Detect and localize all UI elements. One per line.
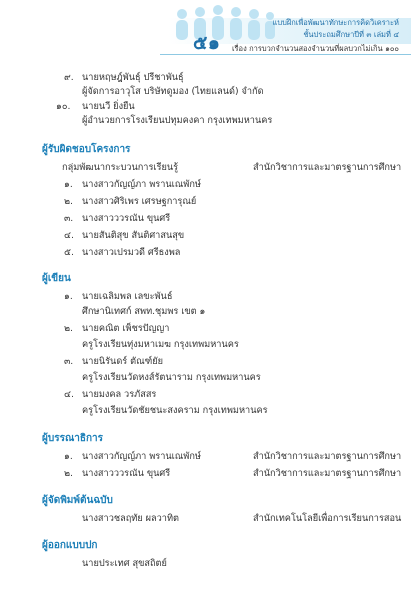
list-item-detail: ผู้จัดการอาวุโส บริษัทดูมอง (ไทยแลนด์) จำกัด — [82, 86, 264, 97]
group-org: สำนักวิชาการและมาตรฐานการศึกษา — [253, 162, 402, 173]
editor-number: ๑. — [64, 451, 73, 462]
writer-name: นายนิรันดร์ ตัณฑ์ยัย — [82, 356, 164, 367]
writer-number: ๑. — [64, 291, 73, 302]
member-number: ๓. — [64, 213, 74, 224]
member-name: นางสาวววรณัน ขุนศรี — [82, 213, 171, 224]
children-figures-icon — [170, 4, 280, 44]
editor-org: สำนักวิชาการและมาตรฐานการศึกษา — [253, 468, 402, 479]
publisher-org: สำนักเทคโนโลยีเพื่อการเรียนการสอน — [253, 513, 402, 524]
writer-detail: ครูโรงเรียนทุ่งมหาเมฆ กรุงเทพมหานคร — [82, 339, 239, 350]
list-item-number: ๑๐. — [56, 101, 71, 112]
group-label: กลุ่มพัฒนากระบวนการเรียนรู้ — [62, 162, 179, 173]
writer-number: ๒. — [64, 323, 73, 334]
member-name: นายสันติสุข สันติศาสนสุข — [82, 230, 185, 241]
list-item-name: นายนวี ยิ่งยืน — [82, 101, 135, 112]
editor-org: สำนักวิชาการและมาตรฐานการศึกษา — [253, 451, 402, 462]
section-heading-publisher: ผู้จัดพิมพ์ต้นฉบับ — [42, 495, 113, 506]
writer-detail: ครูโรงเรียนวัดชัยชนะสงคราม กรุงเทพมหานคร — [82, 405, 268, 416]
section-heading-responsible: ผู้รับผิดชอบโครงการ — [42, 144, 131, 155]
writer-detail: ครูโรงเรียนวัดหงส์รัตนาราม กรุงเทพมหานคร — [82, 372, 261, 383]
section-heading-cover: ผู้ออกแบบปก — [42, 540, 98, 551]
page-header — [0, 0, 411, 62]
section-heading-editors: ผู้บรรณาธิการ — [42, 433, 103, 444]
editor-name: นางสาวววรณัน ขุนศรี — [82, 468, 171, 479]
member-number: ๑. — [64, 179, 73, 190]
member-number: ๕. — [64, 247, 74, 258]
series-volume: ชั้นประถมศึกษาปีที่ ๓ เล่มที่ ๔ — [303, 30, 399, 39]
writer-number: ๔. — [64, 389, 74, 400]
writer-number: ๓. — [64, 356, 74, 367]
writer-name: นายคณิต เพ็ชรปัญญา — [82, 323, 170, 334]
list-item-number: ๙. — [64, 72, 74, 83]
writer-detail: ศึกษานิเทศก์ สพท.ชุมพร เขต ๑ — [82, 306, 206, 317]
cover-designer-name: นายประเทศ สุขสถิตย์ — [82, 558, 167, 569]
writer-name: นายมงคล วรภัสสร — [82, 389, 157, 400]
series-title: แบบฝึกเพื่อพัฒนาทักษะการคิดวิเคราะห์ — [272, 18, 399, 27]
member-name: นางสาวกัญญ์ภา พรานเณพักษ์ — [82, 179, 201, 190]
list-item-name: นายหฤษฎ์พันธุ์ ปรีชาพันธุ์ — [82, 72, 184, 83]
editor-name: นางสาวกัญญ์ภา พรานเณพักษ์ — [82, 451, 201, 462]
member-name: นางสาวเปรมวดี ศรีธงพล — [82, 247, 181, 258]
editor-number: ๒. — [64, 468, 73, 479]
page-number: ๕๑ — [193, 32, 221, 54]
page-subtitle: เรื่อง การบวกจำนวนสองจำนวนที่ผลบวกไม่เกิน ๑๐๐ — [231, 44, 399, 53]
section-heading-writers: ผู้เขียน — [42, 273, 71, 284]
member-number: ๒. — [64, 196, 73, 207]
member-number: ๔. — [64, 230, 74, 241]
publisher-name: นางสาวชลฤทัย ผลวาทิต — [82, 513, 179, 524]
header-divider — [160, 54, 411, 55]
member-name: นางสาวศิริเพร เศรษฐการุณย์ — [82, 196, 197, 207]
writer-name: นายเฉลิมพล เลขะพันธ์ — [82, 291, 173, 302]
list-item-detail: ผู้อำนวยการโรงเรียนปทุมคงคา กรุงเทพมหานคร — [82, 115, 273, 126]
